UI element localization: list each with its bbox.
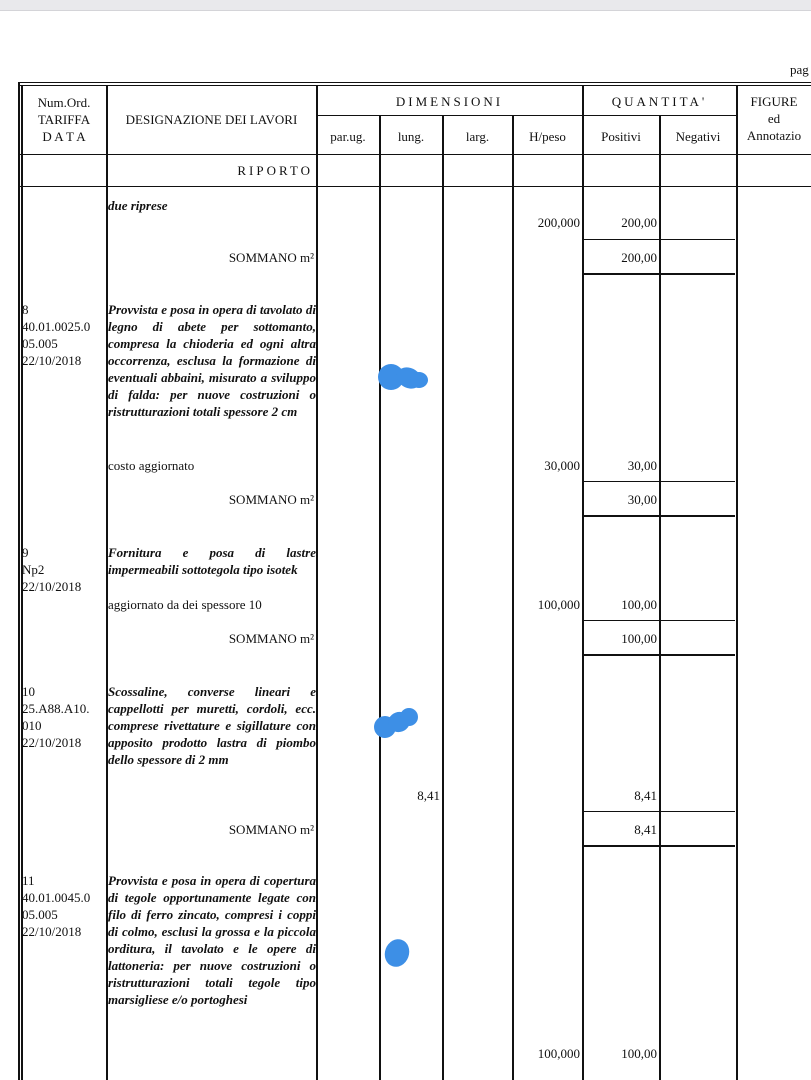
row10-num: 10: [22, 684, 35, 699]
row9-hpeso: 100,000: [537, 597, 580, 612]
row9-num: 9: [22, 545, 29, 560]
row9-desc: Fornitura e posa di lastre impermeabili sottotegola tipo isotek: [108, 545, 316, 577]
header-larg: larg.: [465, 129, 490, 144]
row9-data: 22/10/2018: [22, 579, 82, 594]
table-top-border-inner: [18, 85, 811, 86]
header-negativi: Negativi: [675, 129, 721, 144]
row0-total-line: [583, 273, 735, 275]
row9-note: aggiornato da dei spessore 10: [108, 597, 262, 612]
row9-subtotal-line: [583, 620, 735, 621]
row11-tariffa: 40.01.0045.0: [22, 890, 91, 905]
col-divider-lung: [442, 115, 444, 1080]
row9-sommano-value: 100,00: [621, 631, 657, 646]
header-lung: lung.: [397, 129, 425, 144]
page-label: pag: [790, 62, 809, 77]
col-divider-positivi: [659, 115, 661, 1080]
row10-data: 22/10/2018: [22, 735, 82, 750]
row8-sommano-label: SOMMANO m²: [228, 492, 314, 507]
header-hpeso: H/peso: [529, 129, 566, 144]
col-divider-negativi: [736, 85, 738, 1080]
header-positivi: Positivi: [601, 129, 641, 144]
row8-data: 22/10/2018: [22, 353, 82, 368]
row8-total-line: [583, 515, 735, 517]
row8-subtotal-line: [583, 481, 735, 482]
table-top-border-outer: [18, 82, 811, 83]
row10-tariffa-suffix: 010: [22, 718, 42, 733]
row0-positivi: 200,00: [621, 215, 657, 230]
header-figure-annotazioni: Annotazio: [746, 128, 802, 143]
row8-note: costo aggiornato: [108, 458, 195, 473]
row9-tariffa: Np2: [22, 562, 45, 577]
riporto-label: RIPORTO: [237, 163, 313, 178]
row11-data: 22/10/2018: [22, 924, 82, 939]
col-divider-hpeso: [582, 85, 584, 1080]
row10-positivi: 8,41: [634, 788, 657, 803]
row11-positivi: 100,00: [621, 1046, 657, 1061]
row0-hpeso: 200,000: [537, 215, 580, 230]
row10-sommano-label: SOMMANO m²: [228, 822, 314, 837]
row10-tariffa: 25.A88.A10.: [22, 701, 90, 716]
header-num-ord: Num.Ord.: [37, 95, 91, 110]
header-parug: par.ug.: [330, 129, 366, 144]
row11-tariffa-suffix: 05.005: [22, 907, 58, 922]
header-data: D A T A: [42, 129, 86, 144]
table-left-border: [18, 82, 20, 1080]
row0-subtotal-line: [583, 239, 735, 240]
header-figure: FIGURE: [750, 94, 798, 109]
row11-desc: Provvista e posa in opera di copertura di tegole opportunamente legate con filo di ferro zincato, compresi i coppi di colmo, esclusi la grossa e la piccola orditura, il tavolato e le opere di lattoneria: per nuove costruzioni o ristrutturazioni totali tegole tipo marsigliese e/o portoghesi: [108, 873, 316, 1007]
col-divider-parug: [379, 115, 381, 1080]
header-bottom-border: [18, 154, 811, 155]
row9-total-line: [583, 654, 735, 656]
row8-hpeso: 30,000: [544, 458, 580, 473]
row8-sommano-value: 30,00: [627, 492, 657, 507]
header-designazione: DESIGNAZIONE DEI LAVORI: [125, 112, 298, 127]
header-tariffa: TARIFFA: [37, 112, 91, 127]
row11-hpeso: 100,000: [537, 1046, 580, 1061]
row9-sommano-label: SOMMANO m²: [228, 631, 314, 646]
row9-positivi: 100,00: [621, 597, 657, 612]
row8-desc: Provvista e posa in opera di tavolato di legno di abete per sottomanto, compresa la chioderia ed ogni altra occorrenza, esclusa la formazione di eventuali abbaini, misurato a sviluppo di falda: per nuove costruzioni o ristrutturazioni totali spessore 2 cm: [108, 302, 316, 419]
row8-tariffa: 40.01.0025.0: [22, 319, 91, 334]
row10-total-line: [583, 845, 735, 847]
row11-num: 11: [22, 873, 35, 888]
row10-subtotal-line: [583, 811, 735, 812]
row8-num: 8: [22, 302, 29, 317]
row0-desc: due riprese: [108, 198, 168, 213]
header-dimensioni: DIMENSIONI: [395, 94, 504, 109]
row0-sommano-value: 200,00: [621, 250, 657, 265]
row10-desc: Scossaline, converse lineari e cappellotti per muretti, cordoli, ecc. comprese rivettature e sigillature con apposito prodotto lastra di piombo dello spessore di 2 mm: [108, 684, 316, 767]
header-quantita: QUANTITA': [611, 94, 708, 109]
header-figure-ed: ed: [767, 111, 781, 126]
riporto-bottom-border: [18, 186, 811, 187]
row0-sommano-label: SOMMANO m²: [228, 250, 314, 265]
row8-tariffa-suffix: 05.005: [22, 336, 58, 351]
row10-lung: 8,41: [417, 788, 440, 803]
col-divider-desc: [316, 85, 318, 1080]
row10-sommano-value: 8,41: [634, 822, 657, 837]
row8-positivi: 30,00: [627, 458, 657, 473]
